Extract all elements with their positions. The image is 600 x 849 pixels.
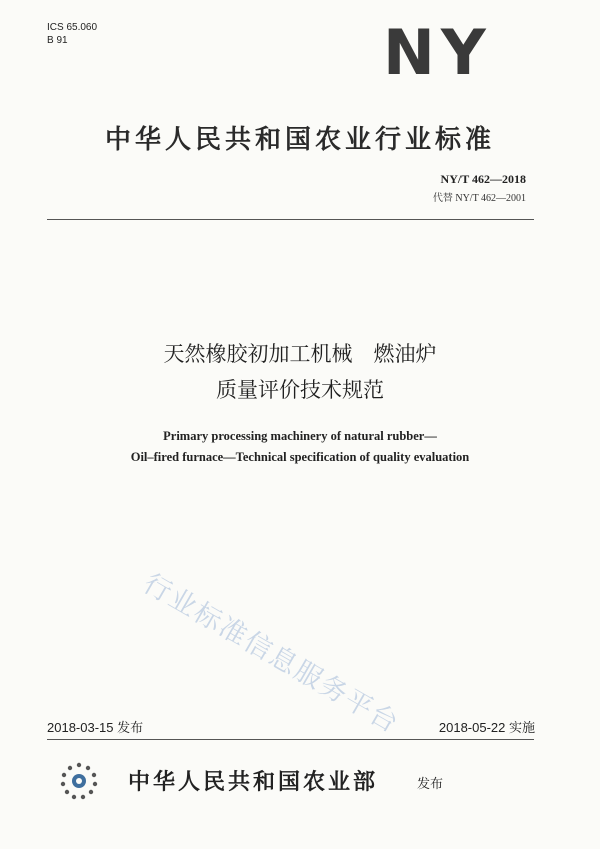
standard-number: NY/T 462—2018: [440, 172, 526, 186]
replaces-standard: 代替 NY/T 462—2001: [432, 193, 526, 204]
ministry-emblem-icon: [58, 760, 100, 802]
title-cn-line-2: 质量评价技术规范: [216, 378, 384, 402]
watermark: 行业标准信息服务平台: [138, 568, 405, 740]
bottom-divider: [47, 739, 534, 740]
ics-code: ICS 65.060: [47, 22, 98, 33]
standard-number-block: [433, 172, 526, 204]
document-title-en: [0, 426, 600, 468]
ics-classification: [47, 21, 97, 47]
title-en-line-2: Oil–fired furnace—Technical specification of quality evaluation: [130, 450, 470, 464]
ny-logo: NY: [383, 16, 492, 89]
title-cn-line-1: 天然橡胶初加工机械 燃油炉: [163, 342, 437, 366]
document-title-cn: [0, 336, 600, 408]
issue-label: 发布: [417, 777, 444, 792]
issuing-authority: 中华人民共和国农业部: [128, 770, 379, 795]
standard-category-title: 中华人民共和国农业行业标准: [104, 125, 495, 155]
ccs-code: B 91: [47, 35, 68, 46]
implement-date: 2018-05-22 实施: [438, 720, 535, 735]
top-divider: [47, 219, 534, 220]
issue-date: 2018-03-15 发布: [47, 720, 144, 735]
title-en-line-1: Primary processing machinery of natural rubber—: [163, 429, 437, 443]
